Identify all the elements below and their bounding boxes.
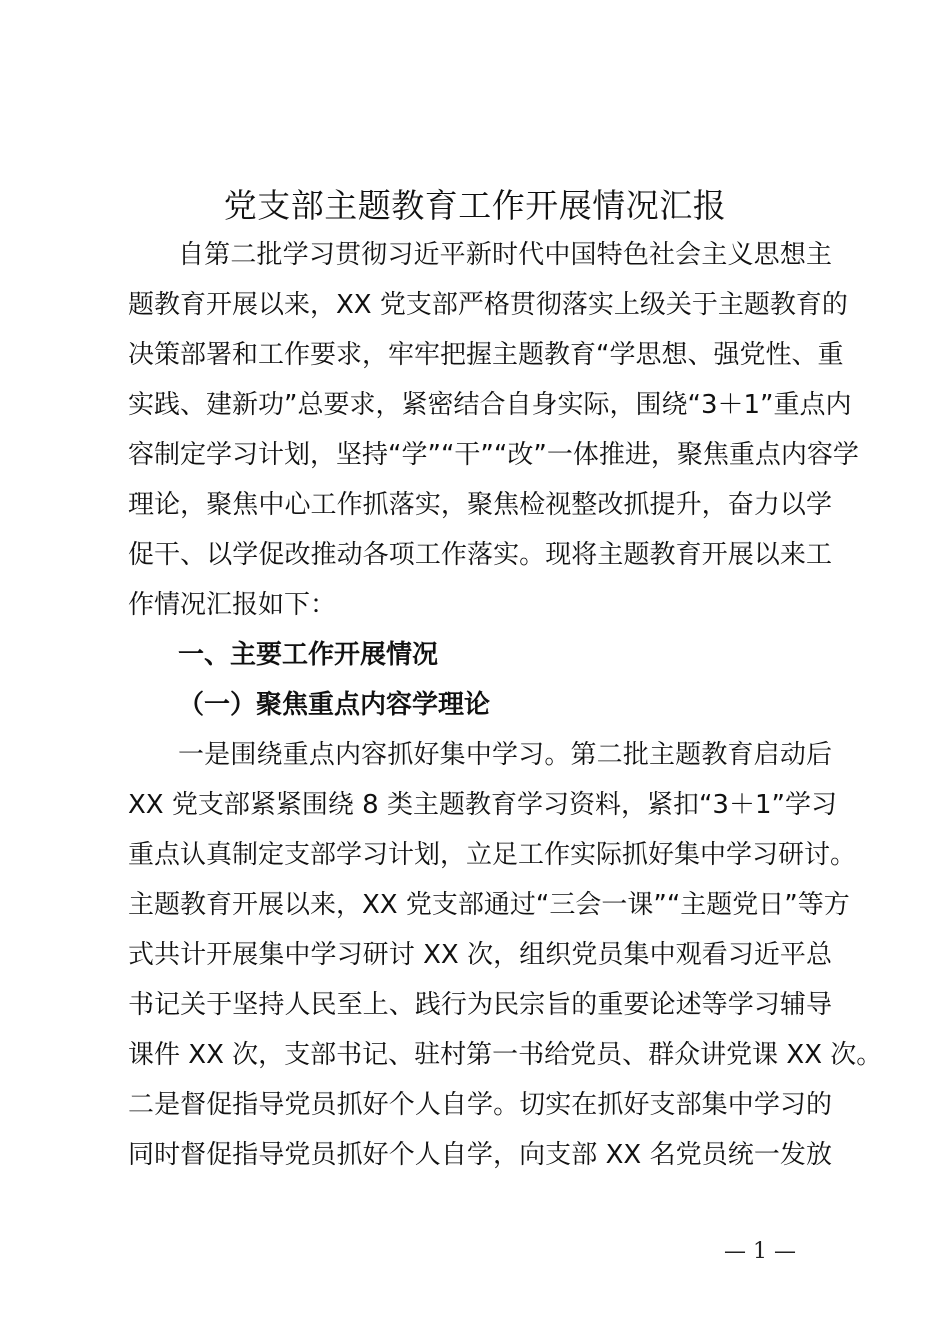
page-number: — 1 — [724, 1239, 796, 1264]
intro-line-3: 决策部署和工作要求，牢牢把握主题教育“学思想、强党性、重 [128, 340, 844, 370]
body-line-8: 二是督促指导党员抓好个人自学。切实在抓好支部集中学习的 [128, 1090, 832, 1120]
intro-line-1: 自第二批学习贯彻习近平新时代中国特色社会主义思想主 [178, 240, 832, 270]
body-line-6: 书记关于坚持人民至上、践行为民宗旨的重要论述等学习辅导 [128, 990, 832, 1020]
body-line-5: 式共计开展集中学习研讨 XX 次，组织党员集中观看习近平总 [128, 940, 832, 970]
body-line-1: 一是围绕重点内容抓好集中学习。第二批主题教育启动后 [178, 740, 832, 770]
intro-line-7: 促干、以学促改推动各项工作落实。现将主题教育开展以来工 [128, 540, 832, 570]
body-line-4: 主题教育开展以来，XX 党支部通过“三会一课”“主题党日”等方 [128, 890, 850, 920]
body-line-9: 同时督促指导党员抓好个人自学，向支部 XX 名党员统一发放 [128, 1140, 832, 1170]
intro-line-5: 容制定学习计划，坚持“学”“干”“改”一体推进，聚焦重点内容学 [128, 440, 859, 470]
intro-line-4: 实践、建新功”总要求，紧密结合自身实际，围绕“3＋1”重点内 [128, 390, 852, 420]
intro-line-2: 题教育开展以来，XX 党支部严格贯彻落实上级关于主题教育的 [128, 290, 848, 320]
subsection-heading: （一）聚焦重点内容学理论 [178, 690, 491, 720]
intro-line-6: 理论，聚焦中心工作抓落实，聚焦检视整改抓提升，奋力以学 [128, 490, 832, 520]
document-title: 党支部主题教育工作开展情况汇报 [223, 186, 727, 225]
section-heading: 一、主要工作开展情况 [178, 640, 439, 670]
intro-line-8: 作情况汇报如下： [128, 590, 337, 620]
body-line-3: 重点认真制定支部学习计划，立足工作实际抓好集中学习研讨。 [128, 840, 857, 870]
body-line-7: 课件 XX 次，支部书记、驻村第一书给党员、群众讲党课 XX 次。 [128, 1040, 883, 1070]
body-line-2: XX 党支部紧紧围绕 8 类主题教育学习资料，紧扣“3＋1”学习 [128, 790, 837, 820]
